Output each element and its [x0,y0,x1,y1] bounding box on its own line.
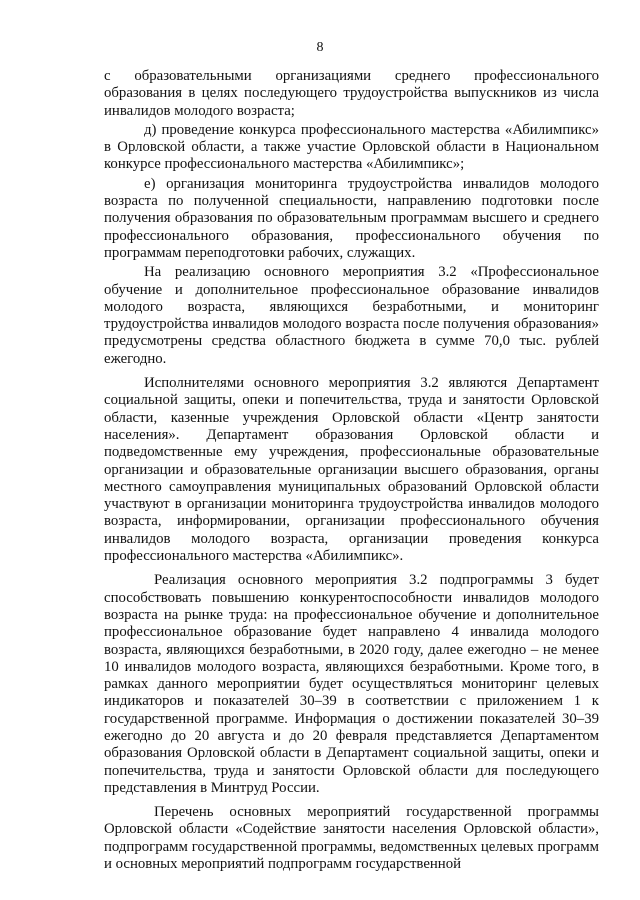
paragraph-continuation: с образовательными организациями среднего профессионального образования в целях последующего трудоустройства выпускников из числа инвалидов молодого возраста; [104,68,599,119]
paragraph-executors: Исполнителями основного мероприятия 3.2 являются Департамент социальной защиты, опеки и попечительства, труда и занятости Орловской области, казенные учреждения Орловской области «Центр занятости населения». Департамент образования Орловской области и подведомственные ему учреждения, профессиональные образовательные организации и образовательные организации высшего образования, органы местного самоуправления муниципальных образований Орловской области участвуют в организации мониторинга трудоустройства инвалидов молодого возраста, информировании, организации профессионального обучения инвалидов молодого возраста, организации проведения конкурса профессионального мастерства «Абилимпикс». [104,375,599,565]
paragraph-item-d: д) проведение конкурса профессионального мастерства «Абилимпикс» в Орловской области, а также участие Орловской области в Национальном конкурсе профессионального мастерства «Абилимпикс»; [104,121,599,173]
paragraph-item-e: е) организация мониторинга трудоустройства инвалидов молодого возраста по полученной специальности, направлению подготовки после получения образования по образовательным программам высшего и среднего профессионального образования, профессионального обучения по программам переподготовки рабочих, служащих. [104,175,599,261]
paragraph-implementation: Реализация основного мероприятия 3.2 подпрограммы 3 будет способствовать повышению конкурентоспособности инвалидов молодого возраста на рынке труда: на профессиональное обучение и дополнительное профессиональное образование будет направлено 4 инвалида молодого возраста, являющихся безработными, в 2020 году, далее ежегодно – не менее 10 инвалидов молодого возраста, являющихся безработными. Кроме того, в рамках данного мероприятии будет осуществляться мониторинг целевых индикаторов и показателей 30–39 в соответствии с приложением 1 к государственной программе. Информация о достижении показателей 30–39 ежегодно до 20 августа и до 20 февраля представляется Департаментом образования Орловской области в Департамент социальной защиты, опеки и попечительства, труда и занятости Орловской области для последующего представления в Минтруд России. [104,572,599,796]
page-number: 8 [316,40,324,55]
paragraph-list: Перечень основных мероприятий государственной программы Орловской области «Содействие занятости населения Орловской области», подпрограмм государственной программы, ведомственных целевых программ и основных мероприятий подпрограмм государственной [104,804,599,873]
paragraph-funding: На реализацию основного мероприятия 3.2 «Профессиональное обучение и дополнительное профессиональное образование инвалидов молодого возраста, являющихся безработными, и мониторинг трудоустройства инвалидов молодого возраста после получения образования» предусмотрены средства областного бюджета в сумме 70,0 тыс. рублей ежегодно. [104,264,599,367]
document-body [104,68,599,873]
